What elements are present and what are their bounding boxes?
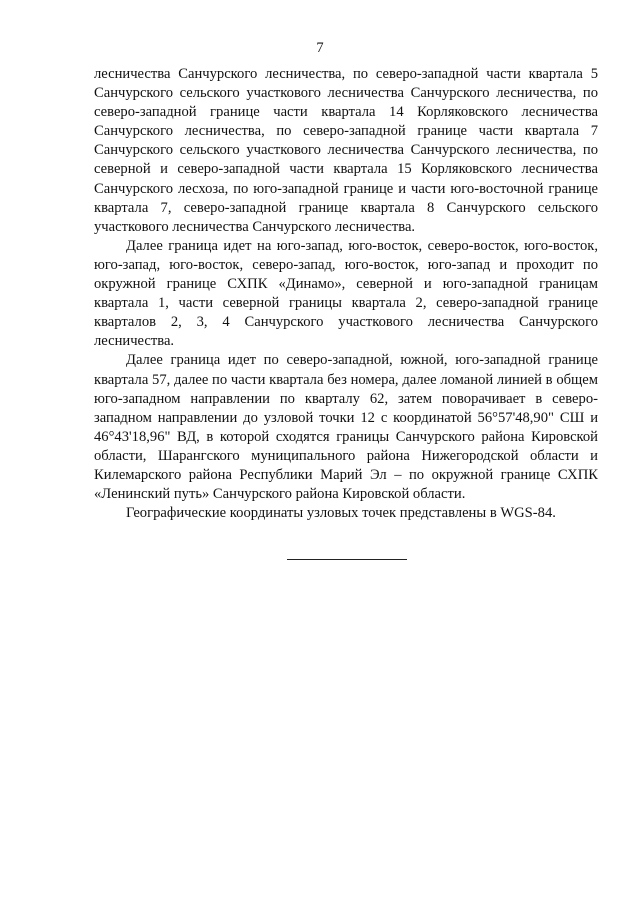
- closing-separator-line: [287, 559, 407, 560]
- paragraph-1: лесничества Санчурского лесничества, по северо-западной части квартала 5 Санчурского сельского участкового лесничества Санчурского лесничества, по северо-западной границе части квартала 14 Корляковского лесничества Санчурского лесничества, по северо-западной границе части квартала 7 Санчурского сельского участкового лесничества Санчурского лесничества, по северной и северо-западной части квартала 15 Корляковского лесничества Санчурского лесхоза, по юго-западной границе и части юго-восточной границе квартала 7, северо-западной границе квартала 8 Санчурского сельского участкового лесничества Санчурского лесничества.: [94, 66, 598, 235]
- page-number: 7: [316, 40, 324, 56]
- paragraph-3: Далее граница идет по северо-западной, южной, юго-западной границе квартала 57, далее по части квартала без номера, далее ломаной линией в общем юго-западном направлении по кварталу 62, затем поворачивает в северо-западном направлении до узловой точки 12 с координатой 56°57'48,90" СШ и 46°43'18,96" ВД, в которой сходятся границы Санчурского района Кировской области, Шарангского муниципального района Нижегородской области и Килемарского района Республики Марий Эл – по окружной границе СХПК «Ленинский путь» Санчурского района Кировской области.: [94, 352, 598, 503]
- paragraph-4: Географические координаты узловых точек представлены в WGS-84.: [126, 505, 556, 522]
- document-body: [94, 65, 598, 523]
- paragraph-2: Далее граница идет на юго-запад, юго-восток, северо-восток, юго-восток, юго-запад, юго-восток, северо-запад, юго-восток, юго-запад и проходит по окружной границе СХПК «Динамо», северной и юго-западной границам квартала 1, части северной границы квартала 2, северо-западной границе кварталов 2, 3, 4 Санчурского участкового лесничества Санчурского лесничества.: [94, 237, 598, 350]
